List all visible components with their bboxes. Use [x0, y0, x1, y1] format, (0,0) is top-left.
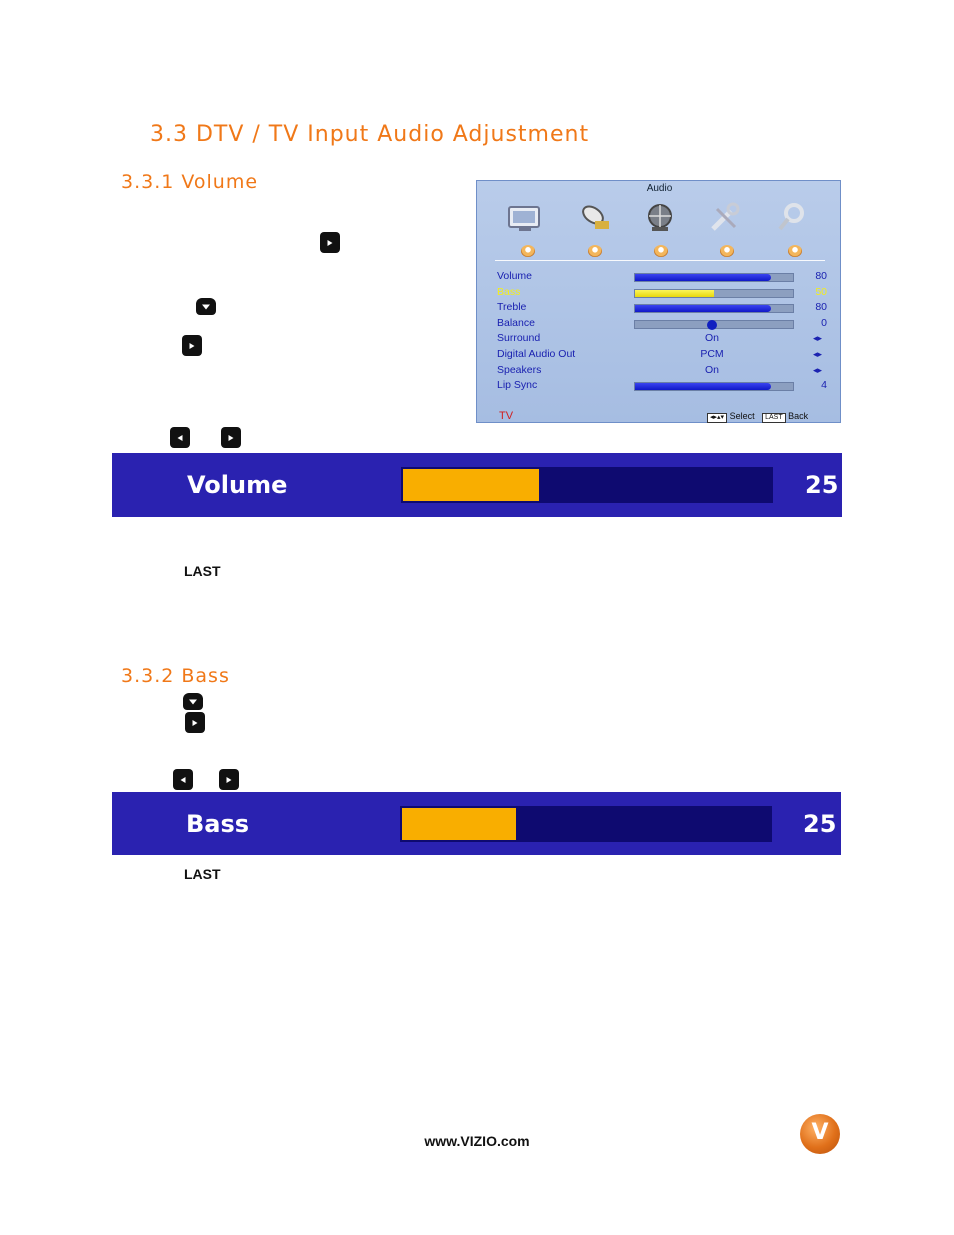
osd-treble-value: 80 [815, 301, 827, 313]
volume-adjust-fill [403, 469, 539, 501]
osd-row-bass-label[interactable]: Bass [497, 286, 521, 298]
right-arrow-key-icon [185, 712, 205, 733]
bass-adjust-fill [402, 808, 516, 840]
left-right-arrows-icon: ◂▸ [813, 349, 823, 359]
osd-row-balance-label[interactable]: Balance [497, 317, 535, 329]
bass-adjust-label: Bass [186, 810, 250, 838]
osd-bass-value: 50 [815, 286, 827, 298]
osd-row-volume-label[interactable]: Volume [497, 270, 533, 282]
menu-bullet-icon [521, 245, 535, 257]
osd-divider [495, 260, 825, 261]
osd-footer-hints [707, 411, 808, 423]
volume-adjust-track[interactable] [401, 467, 773, 503]
volume-adjust-value: 25 [805, 471, 839, 499]
footer-url: www.VIZIO.com [424, 1133, 530, 1149]
left-arrow-key-icon [170, 427, 190, 448]
right-arrow-key-icon [182, 335, 202, 356]
audio-osd-menu [476, 180, 841, 423]
osd-row-speakers-label[interactable]: Speakers [497, 364, 542, 376]
right-arrow-key-icon [320, 232, 340, 253]
left-arrow-key-icon [173, 769, 193, 790]
key-lock-icon [772, 201, 812, 235]
osd-volume-value: 80 [815, 270, 827, 282]
osd-lip-sync-value: 4 [821, 379, 827, 391]
osd-row-treble-label[interactable]: Treble [497, 301, 527, 313]
vizio-logo [800, 1114, 840, 1154]
left-right-arrows-icon: ◂▸ [813, 333, 823, 343]
osd-select-hint: Select [729, 411, 755, 421]
osd-row-surround-label[interactable]: Surround [497, 332, 541, 344]
down-arrow-key-icon [196, 298, 216, 315]
osd-row-lip-sync-label[interactable]: Lip Sync [497, 379, 538, 391]
left-right-arrows-icon: ◂▸ [813, 365, 823, 375]
wrench-tools-icon [705, 201, 745, 235]
osd-source-label: TV [499, 410, 514, 422]
osd-bass-bar [634, 289, 794, 298]
last-key-label: LAST [184, 563, 221, 579]
right-arrow-key-icon [221, 427, 241, 448]
osd-title: Audio [646, 183, 673, 194]
down-arrow-key-icon [183, 693, 203, 710]
osd-balance-value: 0 [821, 317, 827, 329]
osd-row-digital-audio-out-label[interactable]: Digital Audio Out [497, 348, 576, 360]
tv-picture-icon [505, 201, 545, 235]
menu-bullet-icon [588, 245, 602, 257]
volume-section-title: 3.3.1 Volume [121, 171, 259, 193]
menu-bullet-icon [654, 245, 668, 257]
vizio-logo-letter: V [811, 1120, 829, 1145]
page-heading: 3.3 DTV / TV Input Audio Adjustment [150, 122, 590, 147]
satellite-dish-audio-icon [575, 201, 615, 235]
osd-last-key: LAST [762, 413, 786, 423]
bass-adjust-bar [112, 792, 841, 855]
last-key-label: LAST [184, 866, 221, 882]
osd-speakers-value: On [704, 364, 719, 376]
volume-adjust-bar [112, 453, 842, 517]
menu-bullet-icon [720, 245, 734, 257]
balance-knob[interactable] [707, 320, 717, 330]
bass-adjust-track[interactable] [400, 806, 772, 842]
osd-digital-audio-out-value: PCM [700, 348, 724, 360]
menu-bullet-icon [788, 245, 802, 257]
osd-back-hint: Back [788, 411, 809, 421]
right-arrow-key-icon [219, 769, 239, 790]
osd-surround-value: On [704, 332, 719, 344]
volume-adjust-label: Volume [187, 471, 288, 499]
bass-section-title: 3.3.2 Bass [121, 665, 230, 687]
osd-volume-bar [634, 273, 794, 282]
globe-setup-icon [640, 201, 680, 235]
osd-lip-sync-bar [634, 382, 794, 391]
arrow-keys-icon: ◂▸▴▾ [707, 413, 727, 423]
osd-treble-bar [634, 304, 794, 313]
bass-adjust-value: 25 [803, 810, 837, 838]
